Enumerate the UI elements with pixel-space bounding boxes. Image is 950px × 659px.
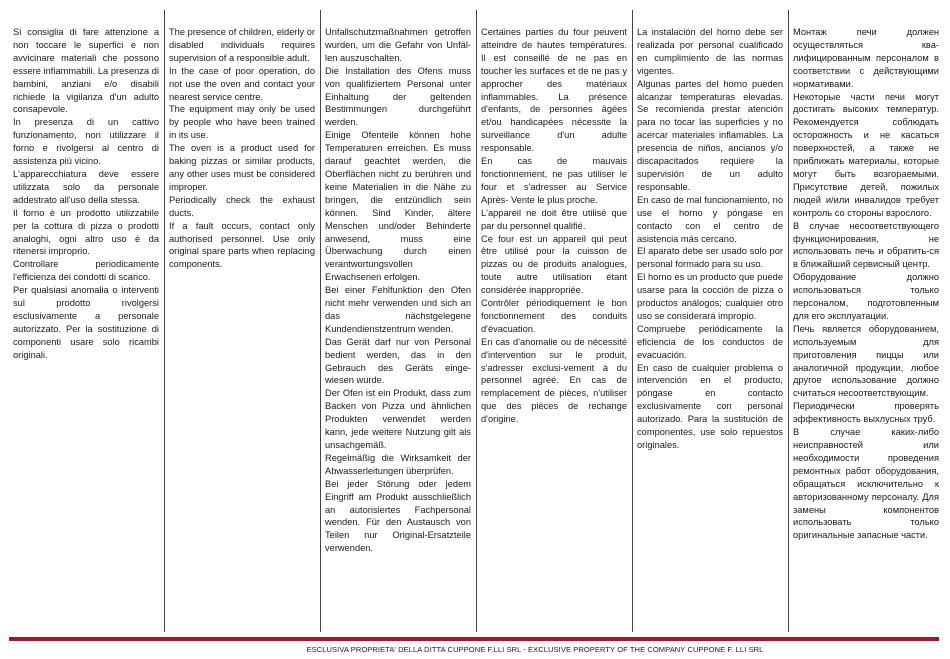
paragraph: The oven is a product used for baking pizzas or similar products, any other uses must be considered improper. <box>169 143 315 192</box>
paragraph: En cas de mauvais fonctionnement, ne pas utiliser le four et s'adresser au Service Après- Vente le plus proche. <box>481 156 627 205</box>
paragraph: En caso de cualquier problema o intervención en el producto, póngase en contacto exclusivamente con personal autorizado. Para la sustitución de componentes, use solo repuestos originales. <box>637 362 783 450</box>
paragraph: Einige Ofenteile können hohe Temperaturen erreichen. Es muss darauf geachtet werden, die Oberflächen nicht zu berühren und keine Materialien in die Nähe zu bringen, die entzündlich sein können. Sind Kinder, ältere Menschen und/oder Behinderte anwesend, muss eine Überwachung durch einen verantwortungsvollen Erwachsenen erfolgen. <box>325 130 471 283</box>
paragraph: In the case of poor operation, do not use the oven and contact your nearest service centre. <box>169 65 315 102</box>
paragraph: La instalación del horno debe ser realizada por personal cualificado en cumplimiento de las normas vigentes. <box>637 27 783 76</box>
paragraph: Periodically check the exhaust ducts. <box>169 194 315 218</box>
paragraph: En caso de mal funcionamiento, no use el horno y póngase en contacto con el centro de asistencia más cercano. <box>637 194 783 244</box>
paragraph: Печь является оборудованием, используемым для приготовления пиццы или аналогичной продукции, любое другое использование должно считаться несоответствующим. <box>793 323 939 399</box>
paragraph: Das Gerät darf nur von Personal bedient werden, das in den Gebrauch des Geräts einge-wiesen wurde. <box>325 336 471 386</box>
footer-ownership-notice: ESCLUSIVA PROPRIETA' DELLA DITTA CUPPONE F.LLI SRL - EXCLUSIVE PROPERTY OF THE COMPANY CUPPONE F. LLI SRL <box>306 645 764 654</box>
paragraph: Si consiglia di fare attenzione a non toccare le superfici e non avvicinare materiali che possono essere infiammabili. La presenza di bambini, anziani e/o disabili richiede la vigilanza d'un adulto consapevole. <box>13 27 159 115</box>
paragraph: El horno es un producto que puede usarse para la cocción de pizza o productos análogos; cualquier otro uso se considerará impropio. <box>637 272 783 321</box>
paragraph: Controllare periodicamente l'efficienza dei condotti di scarico. <box>13 259 159 283</box>
paragraph: L'appareil ne doit être utilisé que par du personnel qualifié. <box>481 207 627 231</box>
paragraph: Периодически проверять эффективность выхлусных труб. <box>793 401 939 425</box>
paragraph: Il forno è un prodotto utilizzabile per la cottura di pizza o prodotti analoghi, ogni altro uso è da ritenersi improprio. <box>13 207 159 257</box>
column-spanish <box>633 10 789 632</box>
paragraph: Per qualsiasi anomalia o interventi sul prodotto rivolgersi esclusivamente a personale autorizzato. Per la sostituzione di componenti usare solo ricambi originali. <box>13 285 159 360</box>
column-russian <box>789 10 944 632</box>
paragraph: The equipment may only be used by people who have been trained in its use. <box>169 104 315 141</box>
manual-columns <box>9 10 944 632</box>
column-italian <box>9 10 165 632</box>
paragraph: Contrôler périodiquement le bon fonctionnement des conduits d'évacuation. <box>481 298 627 334</box>
footer-rule <box>9 637 939 641</box>
paragraph: Compruebe periódicamente la eficiencia de los conductos de evacuación. <box>637 323 783 360</box>
paragraph: В случае несоответствующего функционирования, не использовать печь и обратить-ся в ближайший сервисный центр. <box>793 220 939 270</box>
paragraph: Unfallschutzmaßnahmen getroffen wurden, um die Gefahr von Unfäl-len auszuschalten. <box>325 27 471 63</box>
paragraph: If a fault occurs, contact only authorised personnel. Use only original spare parts when replacing components. <box>169 220 315 270</box>
paragraph: Regelmäßig die Wirksamkeit der Abwasserleitungen überprüfen. <box>325 452 471 476</box>
paragraph: Монтаж печи должен осуществляться ква-лифицированным персоналом в соответствии с действующими нормативами. <box>793 27 939 89</box>
paragraph: Die Installation des Ofens muss von qualifiziertem Personal unter Einhaltung der geltenden Bestimmungen durchgeführt werden. <box>325 65 471 128</box>
paragraph: Algunas partes del horno pueden alcanzar temperaturas elevadas. Se recomienda prestar atención para no tocar las superficies y no acercar materiales inflamables. La presencia de niños, ancianos y/o discapacitados requiere la supervisión de un adulto responsable. <box>637 78 783 192</box>
paragraph: In presenza di un cattivo funzionamento, non utilizzare il forno e rivolgersi al centro di assistenza più vicino. <box>13 117 159 167</box>
paragraph: Certaines parties du four peuvent atteindre de hautes températures. Il est conseillé de ne pas en toucher les surfaces et de ne pas y approcher des matériaux inflammables. La présence d'enfants, de personnes âgées et/ou handicapées nécessite la surveillance d'un adulte responsable. <box>481 27 627 154</box>
paragraph: Некоторые части печи могут достигать высоких температур. Рекомендуется соблюдать осторожность и не касаться поверхностей, а также не приближать материалы, которые могут быть возгораемыми. Присутствие детей, пожилых людей и/или инвалидов требует контроль со стороны взрослого. <box>793 91 939 218</box>
paragraph: Оборудование должно использоваться только персоналом, подготовленным для его эксплуатации. <box>793 272 939 321</box>
paragraph: Der Ofen ist ein Produkt, dass zum Backen von Pizza und ähnlichen Produkten verwendet werden kann, jede weitere Nutzung gilt als unsachgemäß. <box>325 388 471 450</box>
column-english <box>165 10 321 632</box>
paragraph: В случае каких-либо неисправностей или необходимости проведения ремонтных работ оборудования, обращаться исключительно к авторизованному персоналу. Для замены компонентов использовать только оригинальные запасные части. <box>793 427 939 541</box>
column-french <box>477 10 633 632</box>
paragraph: Ce four est un appareil qui peut être utilisé pour la cuisson de pizzas ou de produits analogues, toute autre utilisation étant considérée inappropriée. <box>481 233 627 296</box>
paragraph: L'apparecchiatura deve essere utilizzata solo da personale addestrato all'uso della stessa. <box>13 168 159 205</box>
paragraph: El aparato debe ser usado solo por personal formado para su uso. <box>637 246 783 270</box>
paragraph: Bei einer Fehlfunktion den Ofen nicht mehr verwenden und sich an das nächstgelegene Kundendienstzentrum wenden. <box>325 285 471 334</box>
paragraph: The presence of children, elderly or disabled individuals requires supervision of a responsible adult. <box>169 27 315 63</box>
paragraph: En cas d'anomalie ou de nécessité d'intervention sur le produit, s'adresser exclusi-vement à du personnel agréé. En cas de remplacement de pièces, n'utiliser que des pièces de rechange d'origine. <box>481 336 627 425</box>
column-german <box>321 10 477 632</box>
paragraph: Bei jeder Störung oder jedem Eingriff am Produkt ausschließlich an autorisiertes Fachpersonal wenden. Für den Austausch von Teilen nur Original-Ersatzteile verwenden. <box>325 478 471 554</box>
